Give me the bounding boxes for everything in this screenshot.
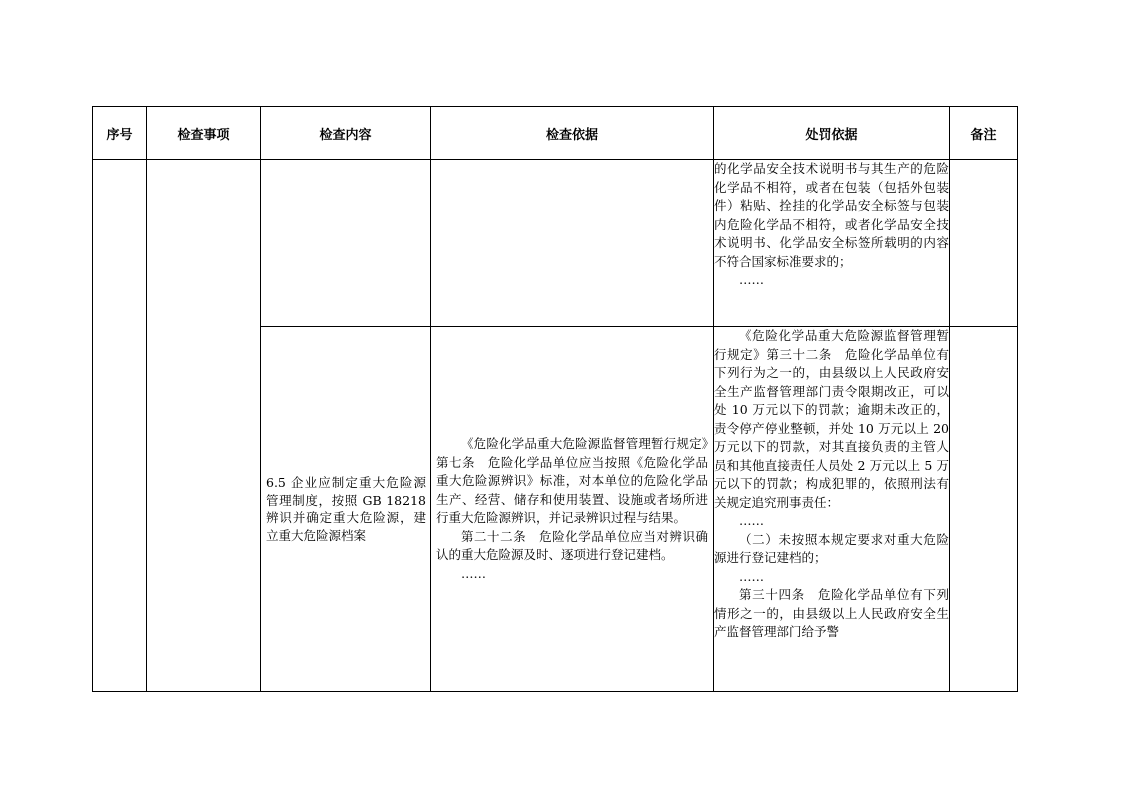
penalty-cell	[714, 160, 950, 327]
header-penalty: 处罚依据	[714, 107, 950, 160]
header-item: 检查事项	[147, 107, 261, 160]
header-remark: 备注	[950, 107, 1018, 160]
penalty-cell	[714, 327, 950, 692]
remark-cell	[950, 327, 1018, 692]
remark-cell	[950, 160, 1018, 327]
header-row	[93, 107, 1018, 160]
inspection-table	[92, 106, 1018, 692]
basis-cell	[431, 327, 714, 692]
penalty-paragraph: 《危险化学品重大危险源监督管理暂行规定》第三十二条 危险化学品单位有下列行为之一的，由县级以上人民政府安全生产监督管理部门责令限期改正，可以处 10 万元以下的罚款；逾期未改正的，责令停产停业整顿，并处 10 万元以上 20 万元以下的罚款，对其直接负责的主管人员和其他直接责任人员处 2 万元以上 5 万元以下的罚款；构成犯罪的，依照刑法有关规定追究刑事责任：	[714, 328, 949, 510]
header-index: 序号	[93, 107, 147, 160]
penalty-paragraph: 第三十四条 危险化学品单位有下列情形之一的，由县级以上人民政府安全生产监督管理部门给予警	[714, 587, 949, 639]
index-cell	[93, 160, 147, 692]
header-basis: 检查依据	[431, 107, 714, 160]
header-content: 检查内容	[261, 107, 431, 160]
basis-paragraph: 《危险化学品重大危险源监督管理暂行规定》第七条 危险化学品单位应当按照《危险化学品重大危险源辨识》标准，对本单位的危险化学品生产、经营、储存和使用装置、设施或者场所进行重大危险源辨识，并记录辨识过程与结果。	[436, 436, 708, 525]
item-cell	[147, 160, 261, 692]
basis-paragraph: 第二十二条 危险化学品单位应当对辨识确认的重大危险源及时、逐项进行登记建档。	[436, 528, 708, 562]
content-text: 6.5 企业应制定重大危险源管理制度，按照 GB 18218 辨识并确定重大危险源，建立重大危险源档案	[266, 475, 426, 543]
content-cell	[261, 160, 431, 327]
basis-cell	[431, 160, 714, 327]
penalty-ellipsis: ……	[739, 513, 764, 528]
content-cell	[261, 327, 431, 692]
penalty-ellipsis: ……	[739, 568, 764, 584]
table-row	[93, 160, 1018, 327]
penalty-text: 的化学品安全技术说明书与其生产的危险化学品不相符，或者在包装（包括外包装件）粘贴、拴挂的化学品安全标签与包装内危险化学品不相符，或者化学品安全技术说明书、化学品安全标签所载明的内容不符合国家标准要求的；	[714, 161, 949, 269]
basis-ellipsis: ……	[461, 565, 486, 581]
penalty-ellipsis: ……	[739, 272, 764, 287]
penalty-paragraph: （二）未按照本规定要求对重大危险源进行登记建档的；	[714, 531, 949, 565]
